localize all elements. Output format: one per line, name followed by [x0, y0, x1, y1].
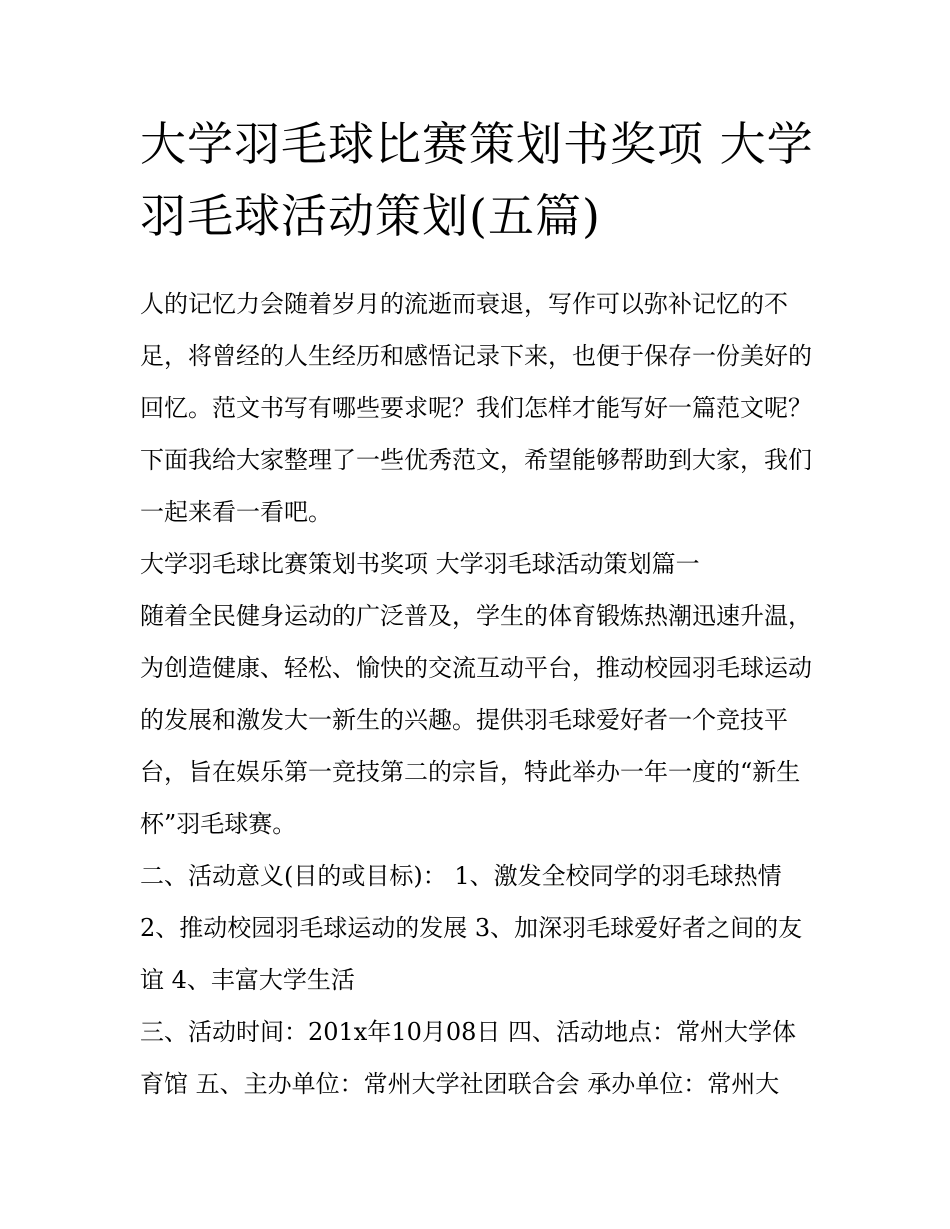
- significance-paragraph: 二、活动意义(目的或目标)： 1、激发全校同学的羽毛球热情 2、推动校园羽毛球运动的发展 3、加深羽毛球爱好者之间的友谊 4、丰富大学生活: [140, 862, 803, 994]
- document-title: 大学羽毛球比赛策划书奖项 大学羽毛球活动策划(五篇): [140, 117, 814, 243]
- details-paragraph: 三、活动时间：201x年10月08日 四、活动地点：常州大学体育馆 五、主办单位：常州大学社团联合会 承办单位：常州大: [140, 1018, 797, 1098]
- section-heading: 大学羽毛球比赛策划书奖项 大学羽毛球活动策划篇一: [140, 550, 700, 578]
- intro-paragraph: 人的记忆力会随着岁月的流逝而衰退，写作可以弥补记忆的不足，将曾经的人生经历和感悟记录下来，也便于保存一份美好的回忆。范文书写有哪些要求呢？我们怎样才能写好一篇范文呢？下面我给大家整理了一些优秀范文，希望能够帮助到大家，我们一起来看一看吧。: [140, 290, 812, 526]
- document-body: [140, 278, 820, 1110]
- background-paragraph: 随着全民健身运动的广泛普及，学生的体育锻炼热潮迅速升温，为创造健康、轻松、愉快的交流互动平台，推动校园羽毛球运动的发展和激发大一新生的兴趣。提供羽毛球爱好者一个竞技平台，旨在娱乐第一竞技第二的宗旨，特此举办一年一度的“新生杯”羽毛球赛。: [140, 602, 812, 838]
